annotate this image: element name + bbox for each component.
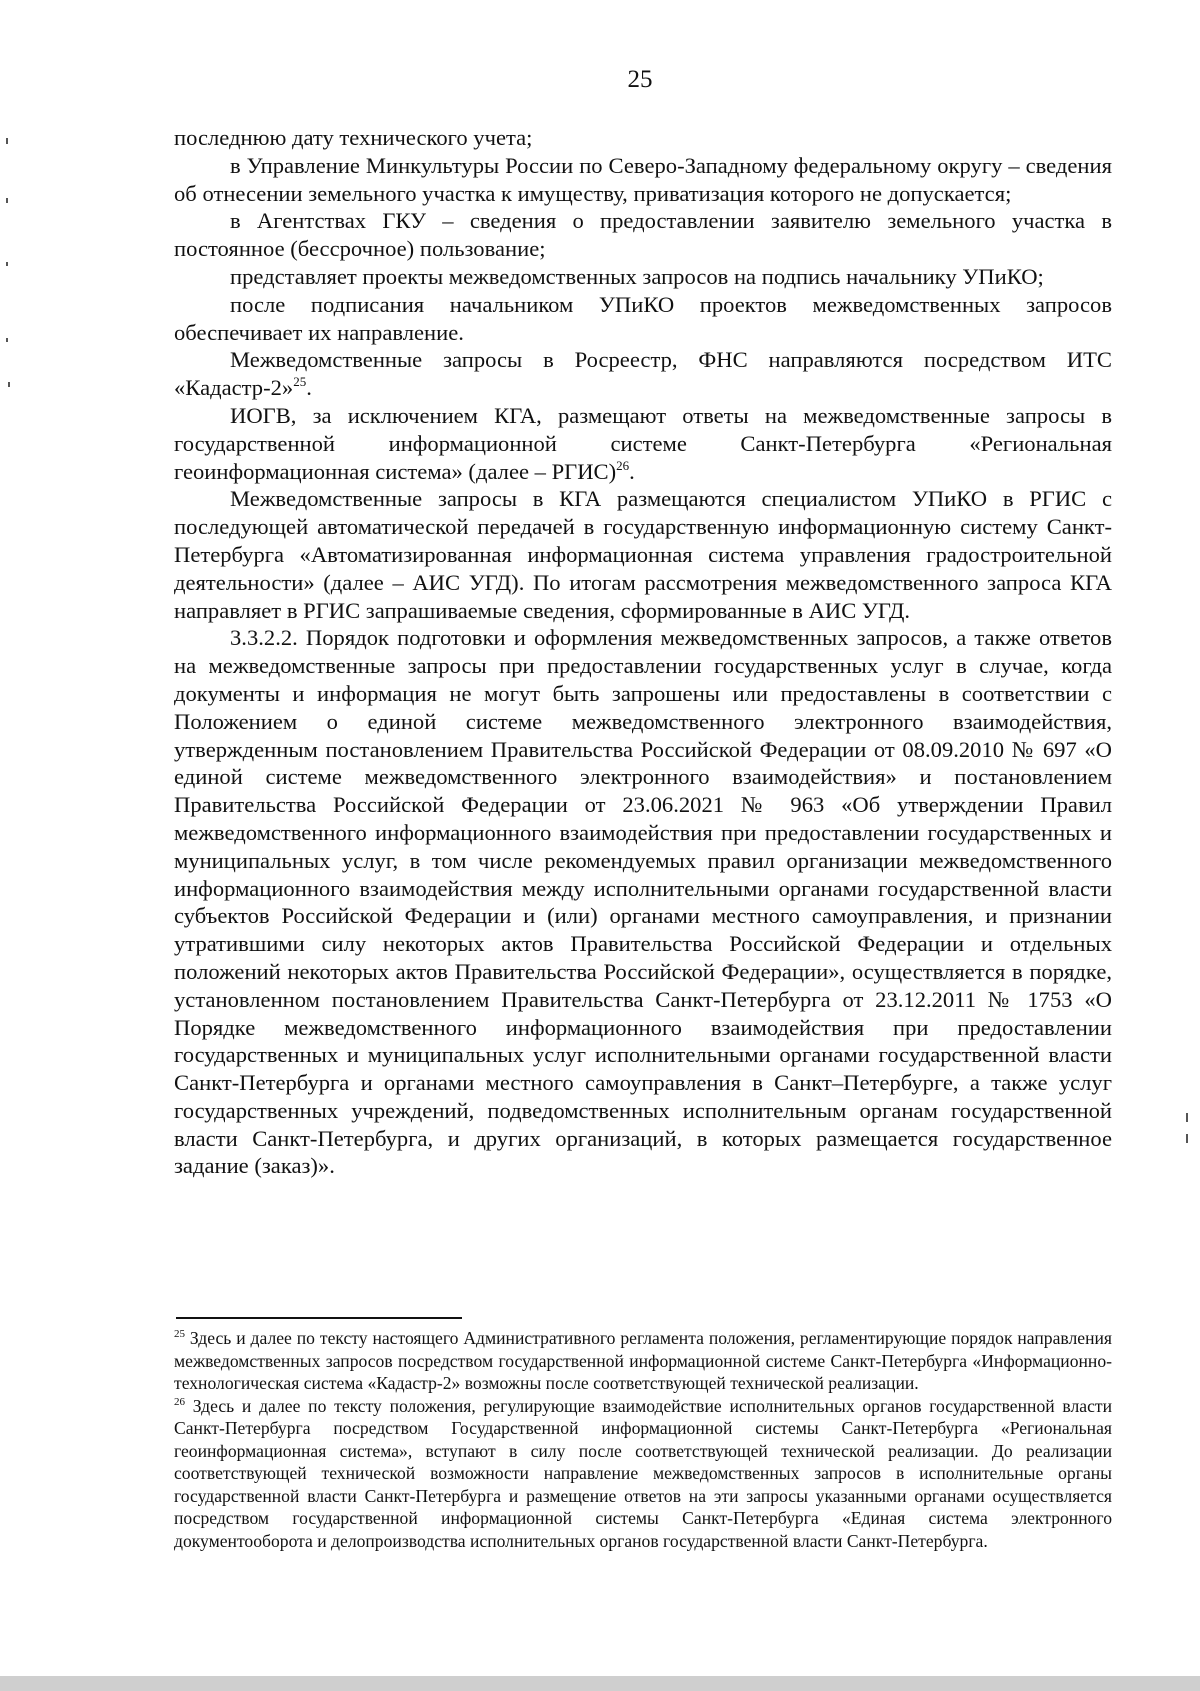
scan-margin-mark — [6, 198, 8, 203]
document-body — [174, 124, 1112, 1180]
footnote-ref-26[interactable]: 26 — [616, 457, 630, 473]
paragraph-iogv — [174, 402, 1112, 485]
footnote-25 — [174, 1327, 1112, 1395]
paragraph-last-date: последнюю дату технического учета; — [174, 125, 533, 150]
paragraph-agentstva-gku: в Агентствах ГКУ – сведения о предоставлении заявителю земельного участка в постоянное (бессрочное) пользование; — [174, 208, 1112, 262]
scan-margin-mark — [6, 262, 8, 266]
iogv-text: ИОГВ, за исключением КГА, размещают ответы на межведомственные запросы в государственной информационной системе Санкт-Петербурга «Региональная геоинформационная система» (далее – РГИС) — [174, 402, 1112, 484]
iogv-end: . — [629, 458, 635, 484]
kadastr-text: Межведомственные запросы в Росреестр, ФНС направляются посредством ИТС «Кадастр-2» — [174, 347, 1112, 401]
footnote-separator — [176, 1317, 462, 1319]
paragraph-3-3-2-2: 3.3.2.2. Порядок подготовки и оформления межведомственных запросов, а также ответов на межведомственные запросы при предоставлении государственных услуг в случае, когда документы и информация не могут быть запрошены или предоставлены в соответствии с Положением о единой системе межведомственного электронного взаимодействия, утвержденным постановлением Правительства Российской Федерации от 08.09.2010 № 697 «О единой системе межведомственного электронного взаимодействия» и постановлением Правительства Российской Федерации от 23.06.2021 № 963 «Об утверждении Правил межведомственного информационного взаимодействия при предоставлении государственных и муниципальных услуг, в том числе рекомендуемых правил организации межведомственного информационного взаимодействия между исполнительными органами государственной власти субъектов Российской Федерации и (или) органами местного самоуправления, и признании утратившими силу некоторых актов Правительства Российской Федерации и отдельных положений некоторых актов Правительства Российской Федерации», осуществляется в порядке, установленном постановлением Правительства Санкт-Петербурга от 23.12.2011 № 1753 «О Порядке межведомственного информационного взаимодействия при предоставлении государственных и муниципальных услуг исполнительными органами государственной власти Санкт-Петербурга и органами местного самоуправления в Санкт–Петербурге, а также услуг государственных учреждений, подведомственных исполнительным органам государственной власти Санкт-Петербурга, и других организаций, в которых размещается государственное задание (заказ)». — [174, 625, 1112, 1179]
paragraph-kadastr — [174, 346, 1112, 402]
scan-margin-mark — [6, 138, 8, 144]
footnote-number: 25 — [174, 1328, 185, 1340]
paragraph-after-signing: после подписания начальником УПиКО проектов межведомственных запросов обеспечивает их направление. — [174, 291, 1112, 345]
kadastr-end: . — [306, 375, 312, 401]
scan-margin-mark — [8, 382, 10, 387]
footnote-ref-25[interactable]: 25 — [293, 374, 307, 390]
scan-margin-mark — [1186, 1113, 1188, 1122]
paragraph-minkultury: в Управление Минкультуры России по Северо-Западному федеральному округу – сведения об отнесении земельного участка к имуществу, приватизация которого не допускается; — [174, 152, 1112, 206]
paragraph-sign-request: представляет проекты межведомственных запросов на подпись начальнику УПиКО; — [230, 263, 1044, 289]
footnote-text: Здесь и далее по тексту настоящего Административного регламента положения, регламентирующие порядок направления межведомственных запросов посредством государственной информационной системе Санкт-Петербурга «Информационно-технологическая система «Кадастр-2» возможны после соответствующей технической реализации. — [174, 1328, 1112, 1393]
scan-margin-mark — [1186, 1134, 1188, 1143]
scan-bottom-edge — [0, 1676, 1200, 1691]
page-number: 25 — [627, 66, 653, 93]
footnote-number: 26 — [174, 1395, 185, 1408]
footnote-text: Здесь и далее по тексту положения, регулирующие взаимодействие исполнительных органов государственной власти Санкт-Петербурга посредством Государственной информационной системы Санкт-Петербурга «Региональная геоинформационная система», вступают в силу после соответствующей технической реализации. До реализации соответствующей технической возможности направление межведомственных запросов в исполнительные органы государственной власти Санкт-Петербурга и размещение ответов на эти запросы указанными органами осуществляется посредством государственной информационной системы Санкт-Петербурга «Единая система электронного документооборота и делопроизводства исполнительных органов государственной власти Санкт-Петербурга. — [174, 1395, 1112, 1551]
footnotes — [174, 1327, 1112, 1552]
footnote-26 — [174, 1395, 1112, 1553]
scan-margin-mark — [6, 338, 8, 342]
paragraph-kga-rgis: Межведомственные запросы в КГА размещаются специалистом УПиКО в РГИС с последующей автоматической передачей в государственную информационную систему Санкт-Петербурга «Автоматизированная информационная система управления градостроительной деятельности» (далее – АИС УГД). По итогам рассмотрения межведомственного запроса КГА направляет в РГИС запрашиваемые сведения, сформированные в АИС УГД. — [174, 486, 1112, 623]
